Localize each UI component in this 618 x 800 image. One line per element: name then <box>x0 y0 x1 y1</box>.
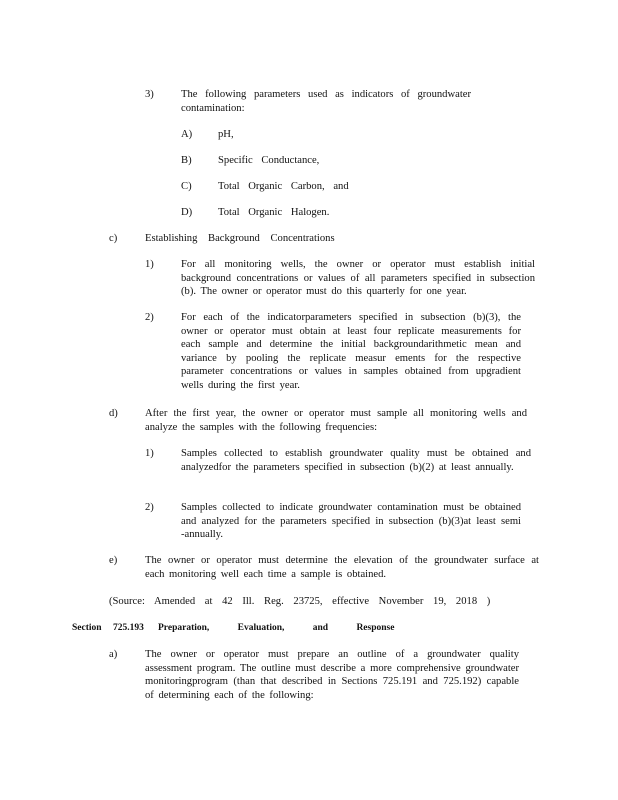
item-c-heading: Establishing Background Concentrations <box>145 233 335 244</box>
item-e-text: The owner or operator must determine the elevation of the groundwater surface at each monitoring well each time a sample is obtained. <box>145 555 539 580</box>
subitem-d-label: D) <box>181 207 193 218</box>
item-c1-text: For all monitoring wells, the owner or operator must establish initial background concentrations or values of all parameters specified in subsection (b). The owner or operator must do this quarterly for one year. <box>181 259 535 298</box>
item-d2-label: 2) <box>145 502 154 513</box>
item-e-label: e) <box>109 555 118 566</box>
subitem-c-text: Total Organic Carbon, and <box>218 181 349 192</box>
subitem-c-label: C) <box>181 181 192 192</box>
subitem-d-text: Total Organic Halogen. <box>218 207 330 218</box>
item-c1-label: 1) <box>145 259 154 270</box>
item-d-text: After the first year, the owner or operator must sample all monitoring wells and analyze the samples with the following frequencies: <box>145 408 527 433</box>
subitem-a-label: A) <box>181 129 193 140</box>
item-d2-text: Samples collected to indicate groundwater contamination must be obtained and analyzed for the parameters specified in subsection (b)(3)at least semi -annually. <box>181 502 521 541</box>
section-label: Section <box>72 623 102 633</box>
item-c-label: c) <box>109 233 118 244</box>
subitem-b-text: Specific Conductance, <box>218 155 320 166</box>
source-note: (Source: Amended at 42 Ill. Reg. 23725, effective November 19, 2018 ) <box>109 596 491 607</box>
subitem-b-label: B) <box>181 155 192 166</box>
item-d-label: d) <box>109 408 118 419</box>
item-3-text: The following parameters used as indicators of groundwater contamination: <box>181 89 471 114</box>
item-a-label: a) <box>109 649 118 660</box>
item-c2-text: For each of the indicatorparameters specified in subsection (b)(3), the owner or operator must obtain at least four replicate measurements for each sample and determine the initial backgroundarithmetic mean and variance by pooling the replicate measur ements for the respective parameter concentrations or values in samples obtained from upgradient wells during the first year. <box>181 312 521 391</box>
section-number: 725.193 <box>113 623 144 633</box>
subitem-a-text: pH, <box>218 129 234 140</box>
item-d1-label: 1) <box>145 448 154 459</box>
item-c2-label: 2) <box>145 312 154 323</box>
section-title: Preparation, Evaluation, and Response <box>158 623 395 633</box>
item-3-label: 3) <box>145 89 154 100</box>
item-a-text: The owner or operator must prepare an outline of a groundwater quality assessment program. The outline must describe a more comprehensive groundwater monitoringprogram (than that described in Sections 725.191 and 725.192) capable of determining each of the following: <box>145 649 519 701</box>
item-d1-text: Samples collected to establish groundwater quality must be obtained and analyzedfor the parameters specified in subsection (b)(2) at least annually. <box>181 448 531 473</box>
